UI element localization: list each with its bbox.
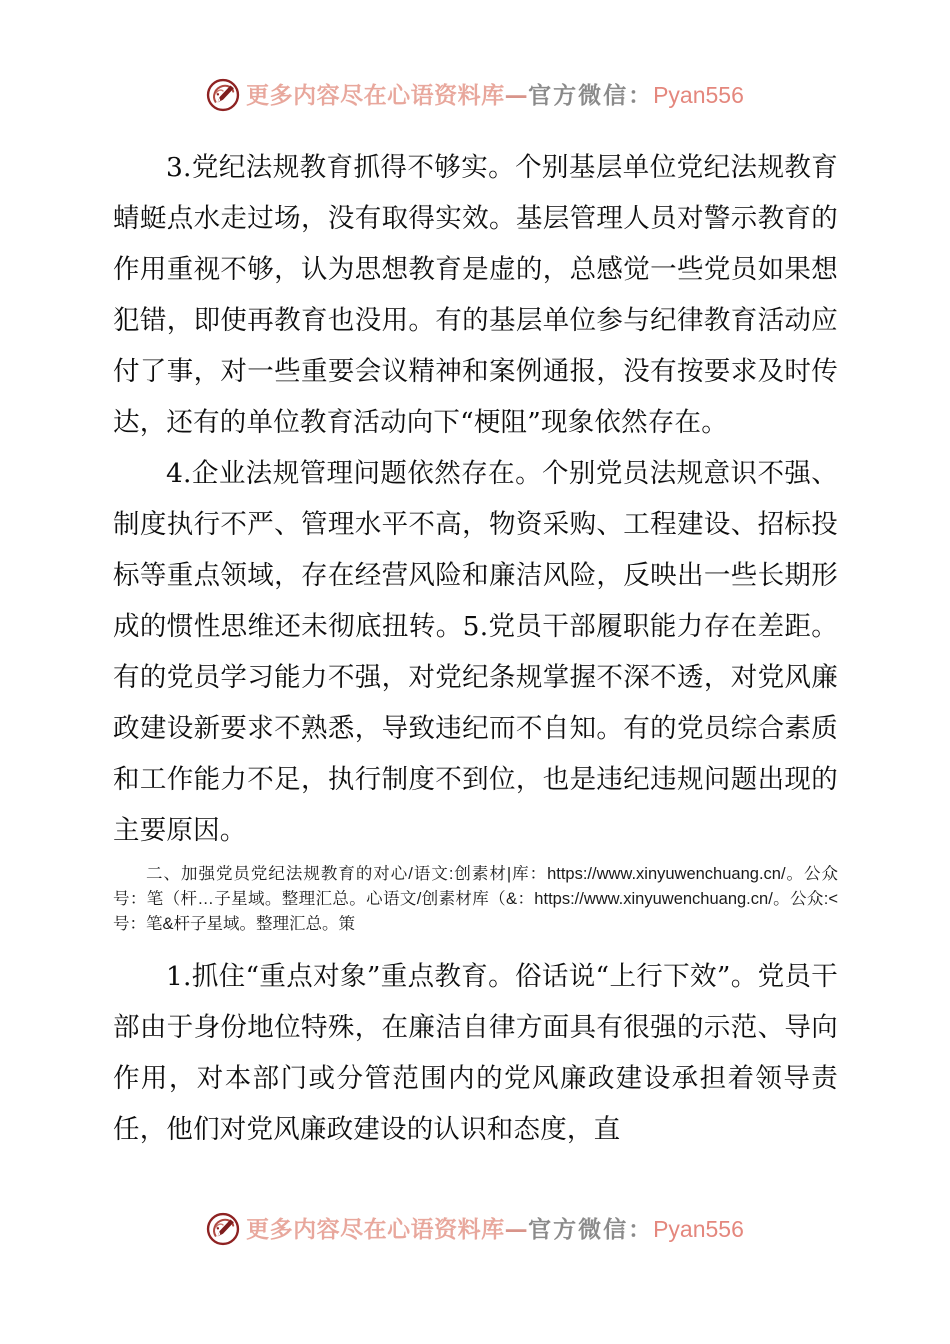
paragraph-section2-1: 1.抓住“重点对象”重点教育。俗话说“上行下效”。党员干部由于身份地位特殊，在廉洁自律方面具有很强的示范、导向作用，对本部门或分管范围内的党风廉政建设承担着领导责任，他们对党风廉政建设的认识和态度，直	[113, 961, 838, 1145]
inline-watermark-note: 二、加强党员党纪法规教育的对心/语文:创素材|库：https://www.xinyuwenchuang.cn/。公众号：笔（杆…子星域。整理汇总。心语文/创素材库（&：https://www.xinyuwenchuang.cn/。公众:<号：笔&杆子星域。整理汇总。策	[113, 865, 838, 933]
paragraph-3: 3.党纪法规教育抓得不够实。个别基层单位党纪法规教育蜻蜓点水走过场，没有取得实效。基层管理人员对警示教育的作用重视不够，认为思想教育是虚的，总感觉一些党员如果想犯错，即使再教育也没用。有的基层单位参与纪律教育活动应付了事，对一些重要会议精神和案例通报，没有按要求及时传达，还有的单位教育活动向下“梗阻”现象依然存在。	[113, 152, 838, 438]
brush-circle-logo-icon	[206, 78, 240, 112]
footer-library-label: 更多内容尽在心语资料库	[246, 1215, 505, 1243]
header-wechat-label: 官方微信：	[528, 81, 654, 109]
footer-wechat-label: 官方微信：	[528, 1215, 654, 1243]
header-library-label: 更多内容尽在心语资料库	[246, 81, 505, 109]
brush-circle-logo-icon	[206, 1212, 240, 1246]
header-banner-text	[246, 81, 744, 109]
paragraph-4: 4.企业法规管理问题依然存在。个别党员法规意识不强、制度执行不严、管理水平不高，物资采购、工程建设、招标投标等重点领域，存在经营风险和廉洁风险，反映出一些长期形成的惯性思维还未彻底扭转。5.党员干部履职能力存在差距。有的党员学习能力不强，对党纪条规掌握不深不透，对党风廉政建设新要求不熟悉，导致违纪而不自知。有的党员综合素质和工作能力不足，执行制度不到位，也是违纪违规问题出现的主要原因。	[113, 458, 838, 846]
header-dash: —	[504, 81, 529, 109]
footer-dash: —	[504, 1215, 529, 1243]
note-spacer	[113, 941, 838, 951]
footer-watermark-banner	[0, 1212, 950, 1246]
document-body	[113, 142, 838, 1155]
header-watermark-banner	[0, 78, 950, 112]
footer-wechat-id: Pyan556	[653, 1215, 744, 1242]
header-wechat-id: Pyan556	[653, 81, 744, 108]
footer-banner-text	[246, 1215, 744, 1243]
